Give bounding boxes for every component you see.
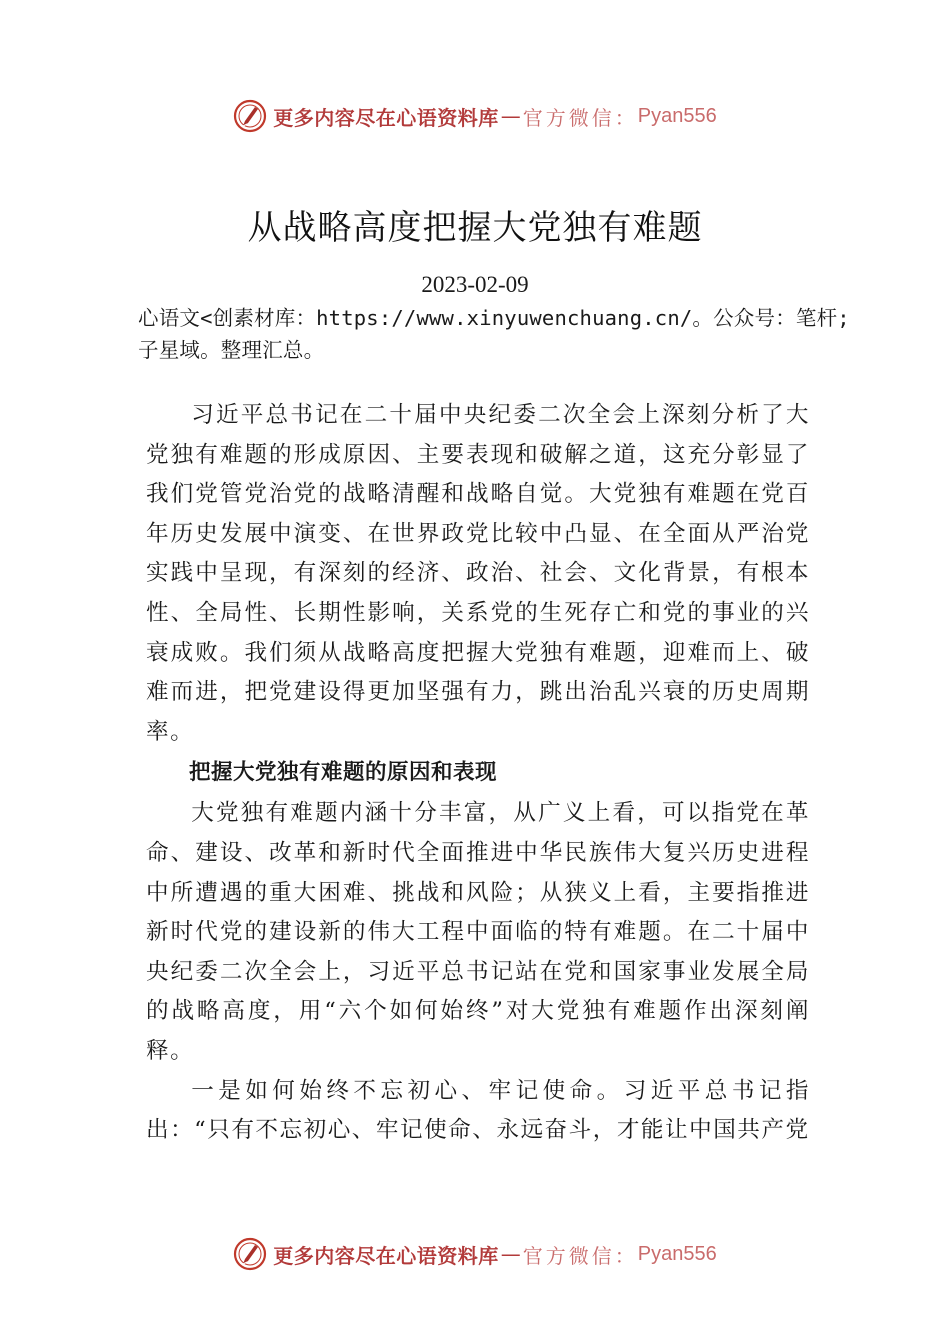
document-body (146, 396, 810, 1151)
section-heading: 把握大党独有难题的原因和表现 (189, 760, 498, 786)
fountain-pen-icon (233, 99, 267, 133)
footer-banner (0, 1234, 950, 1274)
fountain-pen-icon (233, 1237, 267, 1271)
banner-wechat-label: 官方微信： (522, 1243, 638, 1268)
banner-dash: — (500, 104, 521, 128)
paragraph-intro: 习近平总书记在二十届中央纪委二次全会上深刻分析了大党独有难题的形成原因、主要表现和破解之道，这充分彰显了我们党管党治党的战略清醒和战略自觉。大党独有难题在党百年历史发展中演变、在世界政党比较中凸显、在全面从严治党实践中呈现，有深刻的经济、政治、社会、文化背景，有根本性、全局性、长期性影响，关系党的生死存亡和党的事业的兴衰成败。我们须从战略高度把握大党独有难题，迎难而上、破难而进，把党建设得更加坚强有力，跳出治乱兴衰的历史周期率。 (146, 402, 810, 745)
banner-wechat-id: Pyan556 (637, 104, 717, 127)
paragraph-point-one: 一是如何始终不忘初心、牢记使命。习近平总书记指出：“只有不忘初心、牢记使命、永远奋斗，才能让中国共产党 (146, 1077, 810, 1144)
banner-lead-text: 更多内容尽在心语资料库 (273, 1243, 499, 1268)
document-title: 从战略高度把握大党独有难题 (247, 208, 703, 248)
banner-wechat-id: Pyan556 (637, 1242, 717, 1265)
banner-dash: — (500, 1242, 521, 1266)
document-date: 2023-02-09 (421, 272, 529, 297)
banner-lead-text: 更多内容尽在心语资料库 (273, 105, 499, 130)
header-banner (0, 96, 950, 136)
source-note: 心语文<创素材库：https://www.xinyuwenchuang.cn/。公众号：笔杆;子星域。整理汇总。 (138, 306, 850, 362)
paragraph-definition: 大党独有难题内涵十分丰富，从广义上看，可以指党在革命、建设、改革和新时代全面推进中华民族伟大复兴历史进程中所遭遇的重大困难、挑战和风险；从狭义上看，主要指推进新时代党的建设新的伟大工程中面临的特有难题。在二十届中央纪委二次全会上，习近平总书记站在党和国家事业发展全局的战略高度，用“六个如何始终”对大党独有难题作出深刻阐释。 (146, 800, 810, 1064)
banner-wechat-label: 官方微信： (522, 105, 638, 130)
